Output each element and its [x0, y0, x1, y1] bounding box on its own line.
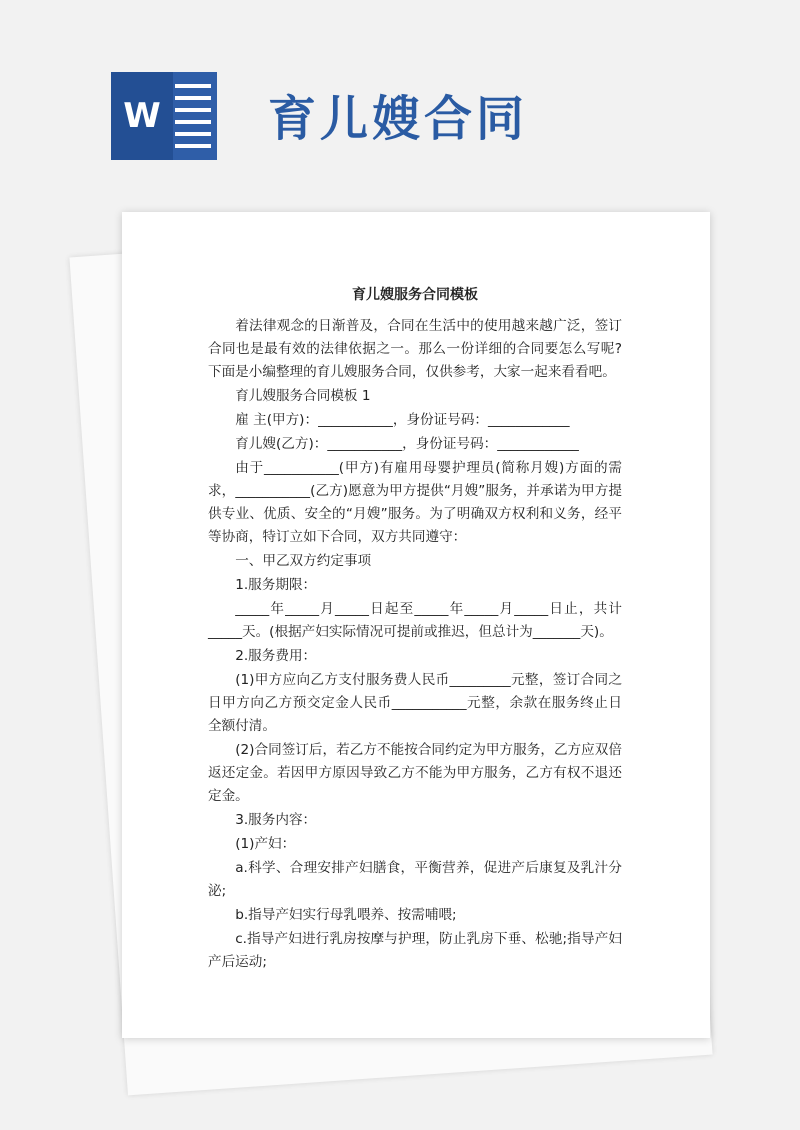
- paragraph: b.指导产妇实行母乳喂养、按需哺喂;: [235, 907, 457, 923]
- paragraph: (2)合同签订后，若乙方不能按合同约定为甲方服务，乙方应双倍返还定金。若因甲方原因导致乙方不能为甲方服务，乙方有权不退还定金。: [208, 742, 622, 804]
- paragraph: c.指导产妇进行乳房按摩与护理，防止乳房下垂、松驰;指导产妇产后运动;: [208, 931, 622, 970]
- paragraph: 1.服务期限：: [235, 577, 317, 593]
- paragraph: 雇 主(甲方)：___________，身份证号码：____________: [235, 412, 570, 428]
- paragraph: a.科学、合理安排产妇膳食，平衡营养，促进产后康复及乳汁分泌;: [208, 860, 622, 899]
- paragraph: _____年_____月_____日起至_____年_____月_____日止，共计_____天。(根据产妇实际情况可提前或推迟，但总计为_______天)。: [208, 601, 622, 640]
- document-title: 育儿嫂服务合同模板: [352, 287, 478, 303]
- paragraph: (1)甲方应向乙方支付服务费人民币_________元整，签订合同之日甲方向乙方预交定金人民币___________元整，余款在服务终止日全额付清。: [208, 672, 622, 734]
- paragraph: 育儿嫂(乙方)：___________，身份证号码：____________: [235, 436, 579, 452]
- word-icon-letter: W: [111, 72, 173, 160]
- banner-title: 育儿嫂合同: [268, 91, 529, 147]
- paragraph: 由于___________(甲方)有雇用母婴护理员(简称月嫂)方面的需求，___________(乙方)愿意为甲方提供“月嫂”服务，并承诺为甲方提供专业、优质、安全的“月嫂”服务。为了明确双方权利和义务，经平等协商，特订立如下合同，双方共同遵守：: [208, 460, 622, 545]
- word-icon-lines: [167, 72, 217, 160]
- paragraph: 着法律观念的日渐普及，合同在生活中的使用越来越广泛，签订合同也是最有效的法律依据之一。那么一份详细的合同要怎么写呢?下面是小编整理的育儿嫂服务合同，仅供参考，大家一起来看看吧。: [208, 318, 622, 380]
- document-body: [208, 284, 622, 975]
- word-document-icon: [111, 72, 217, 160]
- header-banner: [0, 0, 800, 200]
- paragraph: 2.服务费用：: [235, 648, 317, 664]
- paragraph: 3.服务内容：: [235, 812, 317, 828]
- paragraph: 育儿嫂服务合同模板 1: [235, 388, 371, 404]
- paragraph: (1)产妇：: [235, 836, 296, 852]
- paragraph: 一、甲乙双方约定事项: [235, 553, 372, 569]
- document-page: [122, 212, 710, 1038]
